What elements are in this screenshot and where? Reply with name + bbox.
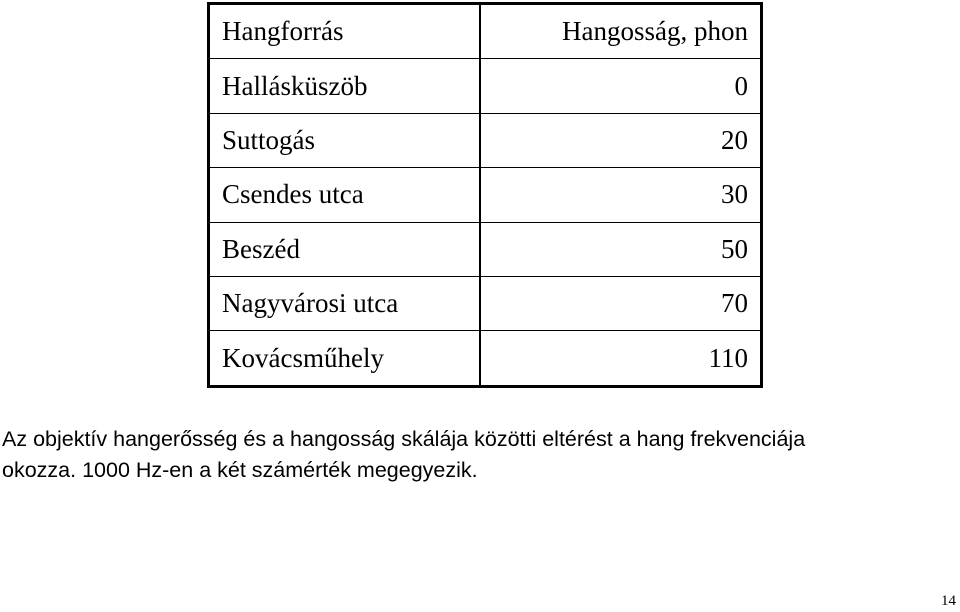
table-row [209, 113, 762, 167]
header-loudness: Hangosság, phon [562, 16, 748, 47]
table-row [209, 168, 762, 222]
page-number: 14 [941, 593, 956, 609]
row-loudness: 70 [480, 276, 762, 330]
table-row [209, 276, 762, 330]
row-source: Nagyvárosi utca [209, 276, 481, 330]
row-source: Csendes utca [209, 168, 481, 222]
row-source: Kovácsműhely [209, 331, 481, 386]
row-source: Hallásküszöb [209, 59, 481, 113]
loudness-table [207, 2, 763, 388]
row-loudness: 50 [480, 222, 762, 276]
header-source: Hangforrás [209, 4, 481, 59]
table-row [209, 59, 762, 113]
caption-line-1: Az objektív hangerősség és a hangosság skálája közötti eltérést a hang frekvenciája [2, 427, 806, 451]
caption-line-2: okozza. 1000 Hz-en a két számérték megegyezik. [2, 458, 478, 482]
row-source: Suttogás [209, 113, 481, 167]
table-row [209, 222, 762, 276]
row-loudness: 0 [480, 59, 762, 113]
row-loudness: 30 [480, 168, 762, 222]
row-source: Beszéd [209, 222, 481, 276]
table-header-row [209, 4, 762, 59]
caption-paragraph [2, 424, 958, 486]
row-loudness: 110 [480, 331, 762, 386]
row-loudness: 20 [480, 113, 762, 167]
table-row [209, 331, 762, 386]
